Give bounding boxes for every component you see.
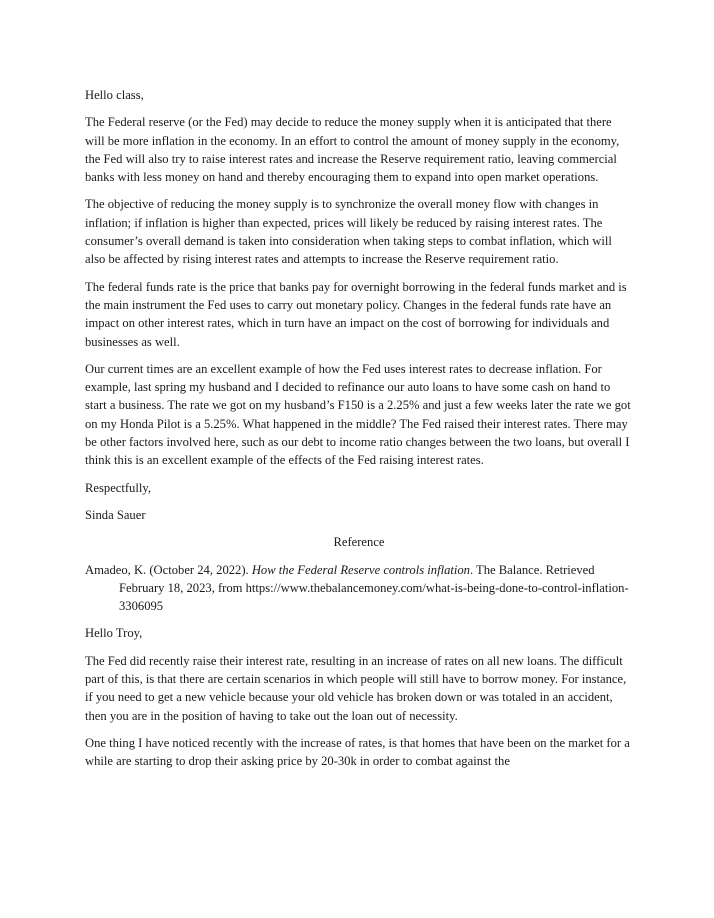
reference-entry <box>85 561 633 616</box>
greeting-class: Hello class, <box>85 88 144 102</box>
reference-heading: Reference <box>333 535 385 550</box>
closing: Respectfully, <box>85 480 151 495</box>
reference-source: . The Balance. Retrieved February 18, 2023, from https://www.thebalancemoney.com/what-is-being-done-to-control-inflation-3306095 <box>119 562 629 614</box>
reference-author-date: Amadeo, K. (October 24, 2022). <box>85 562 252 577</box>
paragraph-objective: The objective of reducing the money supply is to synchronize the overall money flow with changes in inflation; if inflation is higher than expected, prices will likely be reduced by raising interest rates. The consumer’s overall demand is taken into consideration when taking steps to combat inflation, which will also be affected by rising interest rates and attempts to increase the Reserve requirement ratio. <box>85 197 612 267</box>
paragraph-current-times-example: Our current times are an excellent example of how the Fed uses interest rates to decrease inflation. For example, last spring my husband and I decided to refinance our auto loans to have some cash on hand to start a business. The rate we got on my husband’s F150 is a 2.25% and just a few weeks later the rate we got on my Honda Pilot is a 5.25%. What happened in the middle? The Fed raised their interest rates. There may be other factors involved here, such as our debt to income ratio changes between the two loans, but overall I think this is an excellent example of the effects of the Fed raising interest rates. <box>85 361 631 468</box>
greeting-troy: Hello Troy, <box>85 626 143 641</box>
paragraph-home-prices: One thing I have noticed recently with the increase of rates, is that homes that have been on the market for a while are starting to drop their asking price by 20-30k in order to combat against the <box>85 735 630 769</box>
signature: Sinda Sauer <box>85 507 146 522</box>
paragraph-federal-funds-rate: The federal funds rate is the price that banks pay for overnight borrowing in the federal funds market and is the main instrument the Fed uses to carry out monetary policy. Changes in the federal funds rate have an impact on other interest rates, which in turn have an impact on the cost of borrowing for individuals and businesses as well. <box>85 279 627 349</box>
paragraph-fed-raised-rates: The Fed did recently raise their interest rate, resulting in an increase of rates on all new loans. The difficult part of this, is that there are certain scenarios in which people will still have to borrow money. For instance, if you need to get a new vehicle because your old vehicle has broken down or was totaled in an accident, then you are in the position of having to take out the loan out of necessity. <box>85 653 627 723</box>
paragraph-money-supply: The Federal reserve (or the Fed) may decide to reduce the money supply when it is anticipated that there will be more inflation in the economy. In an effort to control the amount of money supply in the economy, the Fed will also try to raise interest rates and increase the Reserve requirement ratio, leaving commercial banks with less money on hand and thereby encouraging them to expand into open market operations. <box>85 115 620 185</box>
document-page <box>85 86 633 780</box>
reference-title: How the Federal Reserve controls inflation <box>251 562 470 577</box>
